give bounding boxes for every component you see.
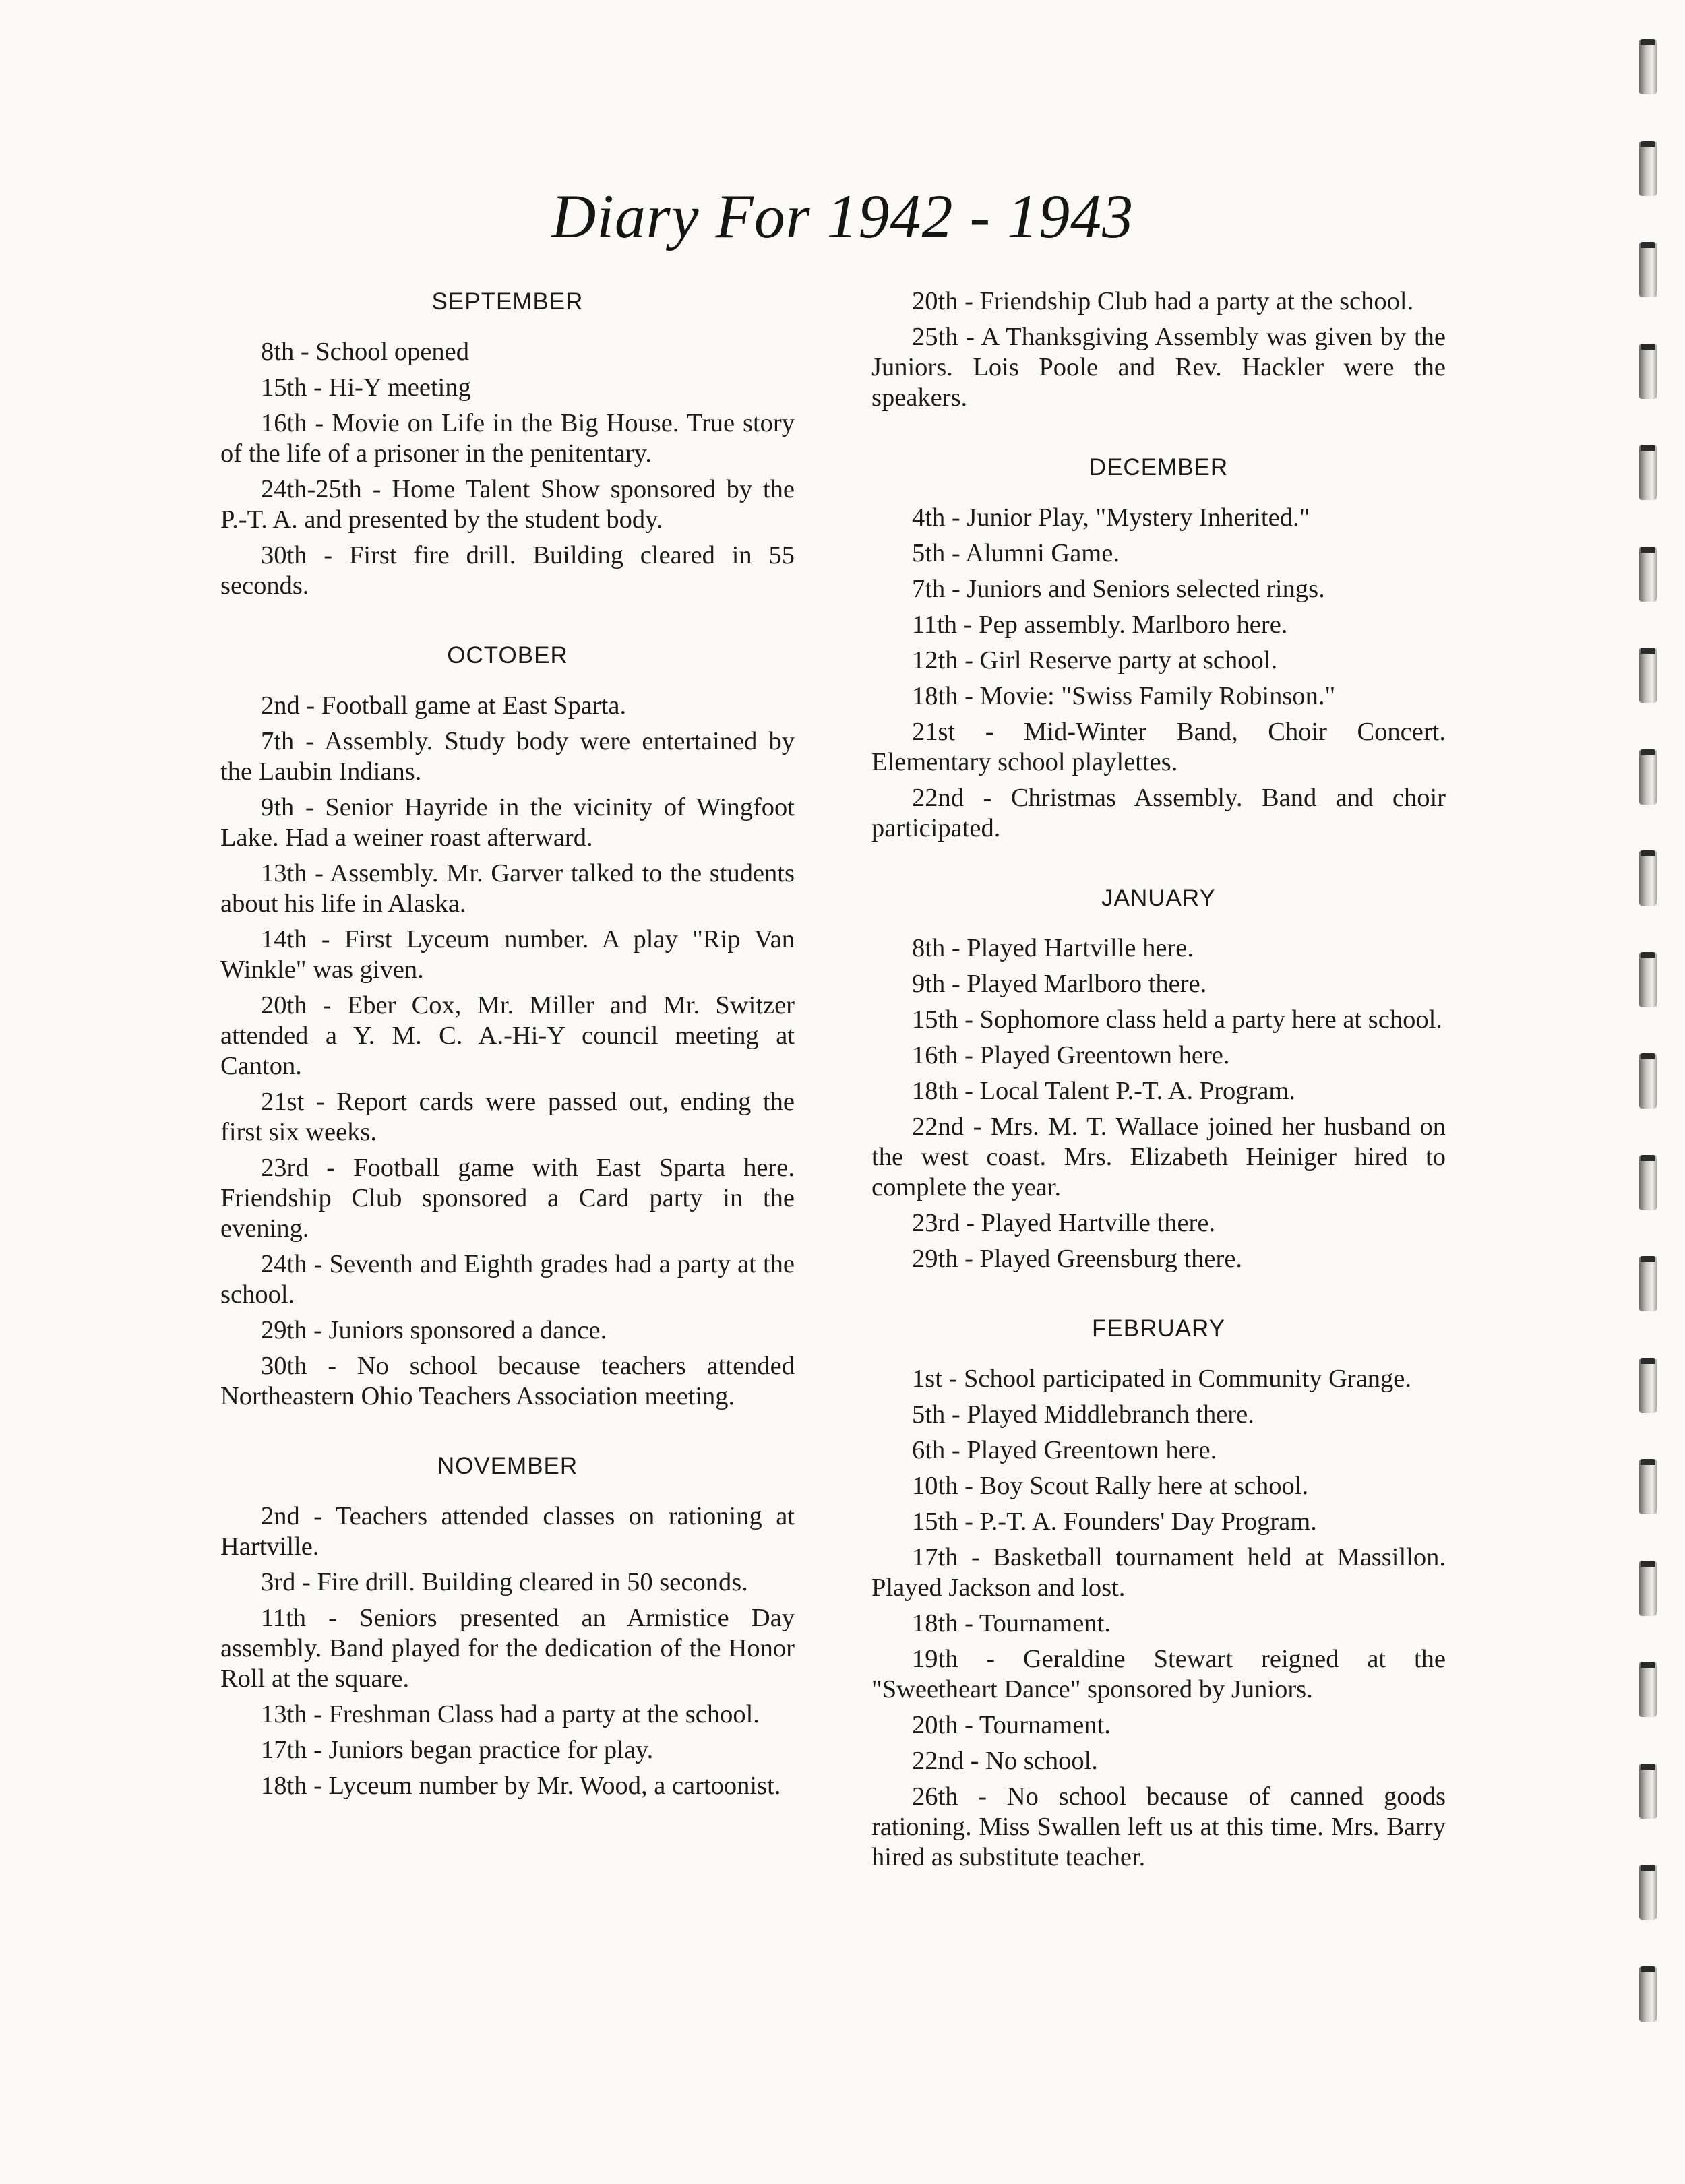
diary-entry: 9th - Senior Hayride in the vicinity of Wingfoot Lake. Had a weiner roast afterward. [220,793,795,852]
diary-entry: 15th - Sophomore class held a party here at school. [912,1005,1442,1034]
diary-entry: 20th - Friendship Club had a party at the school. [912,287,1414,315]
diary-entry: 23rd - Football game with East Sparta here. Friendship Club sponsored a Card party in the evening. [220,1154,795,1243]
binding-ring [1639,1459,1657,1514]
diary-entry: 6th - Played Greentown here. [912,1436,1217,1464]
month-heading: JANUARY [1101,885,1216,911]
section-gap [220,606,795,640]
binding-ring [1639,1256,1657,1311]
diary-entry: 8th - School opened [261,338,470,366]
diary-entry: 12th - Girl Reserve party at school. [912,646,1278,675]
binding-ring [1639,344,1657,399]
diary-entry: 21st - Mid-Winter Band, Choir Concert. Elementary school playlettes. [871,718,1446,776]
binding-ring [1639,1358,1657,1413]
diary-entry: 5th - Played Middlebranch there. [912,1400,1254,1429]
diary-entry: 15th - P.-T. A. Founders' Day Program. [912,1507,1317,1536]
diary-entry: 17th - Basketball tournament held at Massillon. Played Jackson and lost. [871,1543,1446,1602]
section-gap [871,1280,1446,1313]
binding-ring [1639,952,1657,1007]
diary-entry: 17th - Juniors began practice for play. [261,1736,654,1764]
diary-entry: 4th - Junior Play, "Mystery Inherited." [912,503,1310,532]
diary-entry: 15th - Hi-Y meeting [261,373,471,402]
binding-ring [1639,141,1657,196]
binding-ring [1639,1662,1657,1717]
binding-ring [1639,1966,1657,2022]
section-gap [871,849,1446,883]
diary-entry: 18th - Lyceum number by Mr. Wood, a cartoonist. [261,1772,781,1800]
left-column [220,286,795,1807]
month-heading: DECEMBER [1089,454,1229,480]
diary-entry: 29th - Juniors sponsored a dance. [261,1316,607,1344]
diary-entry: 22nd - Mrs. M. T. Wallace joined her husband on the west coast. Mrs. Elizabeth Heiniger hired to complete the year. [871,1113,1446,1202]
binding-ring [1639,1155,1657,1210]
binding-ring [1639,1053,1657,1109]
diary-entry: 19th - Geraldine Stewart reigned at the "Sweetheart Dance" sponsored by Juniors. [871,1645,1446,1704]
diary-entry: 20th - Eber Cox, Mr. Miller and Mr. Switzer attended a Y. M. C. A.-Hi-Y council meeting at Canton. [220,991,795,1080]
diary-entry: 3rd - Fire drill. Building cleared in 50 seconds. [261,1568,748,1596]
binding-ring [1639,1865,1657,1920]
month-heading: SEPTEMBER [431,288,584,315]
month-heading: FEBRUARY [1092,1315,1225,1342]
diary-entry: 22nd - Christmas Assembly. Band and choir participated. [871,784,1446,842]
binding-ring [1639,39,1657,94]
diary-entry: 29th - Played Greensburg there. [912,1245,1243,1273]
diary-entry: 20th - Tournament. [912,1711,1111,1739]
diary-entry: 30th - First fire drill. Building cleared in 55 seconds. [220,541,795,600]
diary-entry: 2nd - Football game at East Sparta. [261,691,627,720]
binding-ring [1639,547,1657,602]
binding-ring [1639,749,1657,805]
diary-entry: 18th - Tournament. [912,1609,1111,1637]
diary-entry: 9th - Played Marlboro there. [912,970,1207,998]
diary-entry: 21st - Report cards were passed out, ending the first six weeks. [220,1088,795,1146]
page-title: Diary For 1942 - 1943 [551,182,1134,251]
section-gap [871,418,1446,452]
diary-entry: 18th - Local Talent P.-T. A. Program. [912,1077,1296,1105]
diary-entry: 11th - Pep assembly. Marlboro here. [912,611,1288,639]
diary-entry: 7th - Juniors and Seniors selected rings. [912,575,1325,603]
section-gap [220,1417,795,1451]
diary-entry: 18th - Movie: "Swiss Family Robinson." [912,682,1336,710]
diary-entry: 13th - Freshman Class had a party at the school. [261,1700,760,1728]
diary-entry: 13th - Assembly. Mr. Garver talked to the students about his life in Alaska. [220,859,795,918]
diary-entry: 11th - Seniors presented an Armistice Day assembly. Band played for the dedication of the Honor Roll at the square. [220,1604,795,1693]
diary-entry: 8th - Played Hartville here. [912,934,1194,962]
month-heading: NOVEMBER [437,1453,578,1479]
diary-entry: 16th - Movie on Life in the Big House. True story of the life of a prisoner in the penitentary. [220,409,795,468]
binding-ring [1639,242,1657,297]
diary-entry: 5th - Alumni Game. [912,539,1120,567]
right-column [871,286,1446,1878]
diary-entry: 2nd - Teachers attended classes on rationing at Hartville. [220,1502,795,1561]
diary-entry: 24th-25th - Home Talent Show sponsored by the P.-T. A. and presented by the student body. [220,475,795,534]
diary-entry: 25th - A Thanksgiving Assembly was given by the Juniors. Lois Poole and Rev. Hackler were the speakers. [871,323,1446,412]
diary-entry: 10th - Boy Scout Rally here at school. [912,1472,1309,1500]
diary-entry: 16th - Played Greentown here. [912,1041,1230,1069]
month-heading: OCTOBER [447,642,568,668]
binding-ring [1639,1764,1657,1819]
diary-entry: 26th - No school because of canned goods rationing. Miss Swallen left us at this time. Mrs. Barry hired as substitute teacher. [871,1782,1446,1871]
diary-entry: 30th - No school because teachers attended Northeastern Ohio Teachers Association meeting. [220,1352,795,1410]
diary-entry: 24th - Seventh and Eighth grades had a party at the school. [220,1250,795,1309]
diary-entry: 22nd - No school. [912,1747,1098,1775]
diary-entry: 14th - First Lyceum number. A play "Rip Van Winkle" was given. [220,925,795,984]
binding-ring [1639,445,1657,500]
diary-entry: 23rd - Played Hartville there. [912,1209,1216,1237]
binding-ring [1639,1561,1657,1616]
diary-entry: 1st - School participated in Community Grange. [912,1365,1411,1393]
binding-ring [1639,648,1657,703]
binding-ring [1639,850,1657,906]
diary-entry: 7th - Assembly. Study body were entertained by the Laubin Indians. [220,727,795,786]
